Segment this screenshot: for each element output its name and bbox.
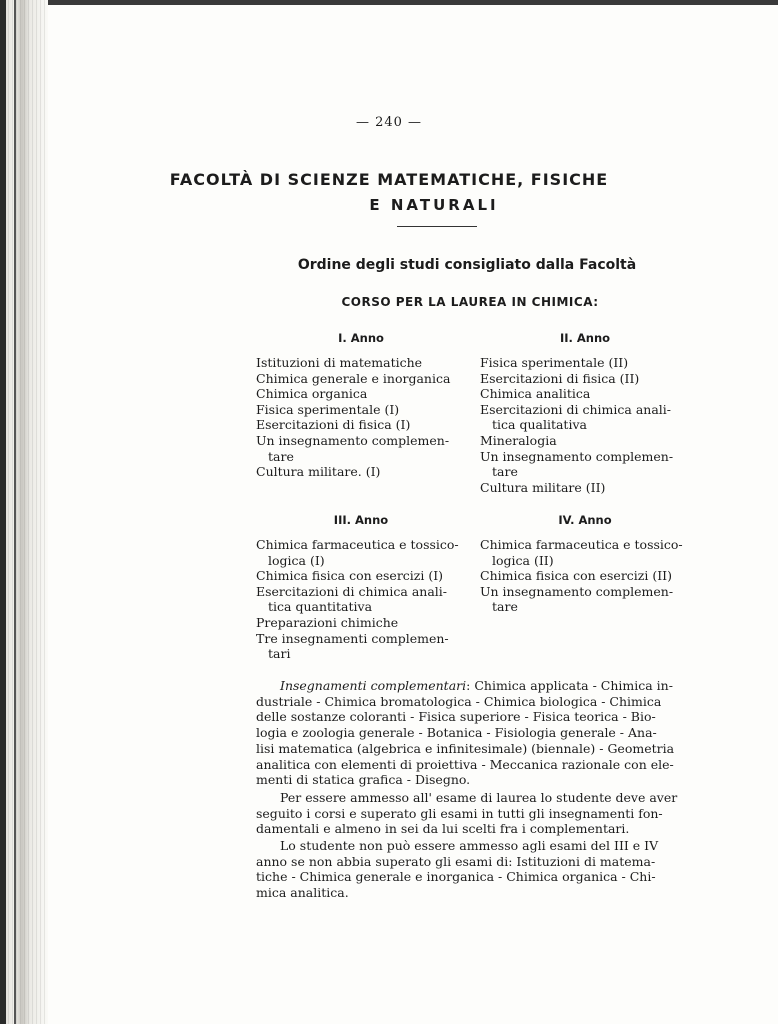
list-item-continuation: logica (II) <box>492 552 554 568</box>
spine-edge <box>0 0 6 1024</box>
paragraph-line: mica analitica. <box>256 885 349 901</box>
paragraph-line: analitica con elementi di proiettiva - Meccanica razionale con ele- <box>256 756 674 772</box>
list-item: Tre insegnamenti complemen- <box>256 630 449 646</box>
course-heading: CORSO PER LA LAUREA IN CHIMICA: <box>341 295 599 309</box>
list-item: Chimica farmaceutica e tossico- <box>480 537 683 552</box>
paragraph-line: seguito i corsi e superato gli esami in tutti gli insegnamenti fon- <box>256 805 663 821</box>
list-item: Esercitazioni di chimica anali- <box>256 583 447 599</box>
paragraph-line: lisi matematica (algebrica e infinitesimale) (biennale) - Geometria <box>256 740 675 756</box>
paragraph-line: logia e zoologia generale - Botanica - Fisiologia generale - Ana- <box>256 725 657 741</box>
list-item: Un insegnamento complemen- <box>256 432 450 448</box>
paragraph-text: : Chimica applicata - Chimica in- <box>466 678 673 693</box>
list-item: Chimica farmaceutica e tossico- <box>256 537 459 552</box>
list-item: Chimica organica <box>256 386 368 402</box>
list-item: Chimica generale e inorganica <box>256 370 451 386</box>
list-item: Istituzioni di matematiche <box>256 355 423 370</box>
degree-exam-paragraph <box>256 790 677 837</box>
complementary-paragraph <box>256 678 674 788</box>
year1-list <box>256 355 450 480</box>
paragraph-line: Per essere ammesso all' esame di laurea lo studente deve aver <box>280 790 678 805</box>
list-item: Preparazioni chimiche <box>256 614 399 630</box>
list-item-continuation: tica qualitativa <box>492 417 587 433</box>
list-item: Fisica sperimentale (II) <box>480 355 629 370</box>
year2-list <box>480 355 673 495</box>
list-item-continuation: tica quantitativa <box>268 599 373 615</box>
list-item: Esercitazioni di fisica (I) <box>256 417 411 433</box>
list-item: Cultura militare. (I) <box>256 464 381 480</box>
paragraph-line: damentali e almeno in sei da lui scelti fra i complementari. <box>256 821 630 837</box>
list-item: Cultura militare (II) <box>480 479 606 495</box>
faculty-title-line2: E NATURALI <box>369 196 499 214</box>
year1-heading: I. Anno <box>338 331 384 345</box>
paragraph-line: tiche - Chimica generale e inorganica - Chimica organica - Chi- <box>256 869 656 885</box>
title-rule <box>397 226 477 227</box>
complementary-label: Insegnamenti complementari <box>280 678 467 693</box>
year3-list <box>256 537 459 662</box>
admission-paragraph <box>256 838 658 901</box>
list-item: Esercitazioni di fisica (II) <box>480 370 640 386</box>
year2-heading: II. Anno <box>559 331 611 345</box>
list-item: Esercitazioni di chimica anali- <box>480 401 671 417</box>
study-order-subtitle: Ordine degli studi consigliato dalla Facoltà <box>297 257 637 273</box>
paragraph-line: delle sostanze coloranti - Fisica superiore - Fisica teorica - Bio- <box>256 709 656 725</box>
list-item-continuation: tari <box>268 646 291 662</box>
list-item-continuation: tare <box>492 599 518 615</box>
paragraph-line: anno se non abbia superato gli esami di: Istituzioni di matema- <box>256 853 656 869</box>
list-item-continuation: logica (I) <box>268 552 325 568</box>
year4-list <box>480 537 683 615</box>
spine-edge-line <box>14 0 16 1024</box>
list-item-continuation: tare <box>268 448 294 464</box>
top-edge <box>48 0 778 5</box>
year4-heading: IV. Anno <box>558 513 612 527</box>
faculty-title-line1: FACOLTÀ DI SCIENZE MATEMATICHE, FISICHE <box>169 170 609 189</box>
paragraph-line <box>256 678 674 694</box>
paragraph-line: menti di statica grafica - Disegno. <box>256 772 471 788</box>
list-item: Un insegnamento complemen- <box>480 448 674 464</box>
paragraph-line: Lo studente non può essere ammesso agli esami del III e IV <box>280 838 659 853</box>
list-item: Chimica fisica con esercizi (I) <box>256 568 444 584</box>
list-item: Fisica sperimentale (I) <box>256 401 400 417</box>
list-item: Chimica fisica con esercizi (II) <box>480 568 672 584</box>
list-item: Chimica analitica <box>480 386 591 402</box>
list-item-continuation: tare <box>492 464 518 480</box>
paragraph-line: dustriale - Chimica bromatologica - Chimica biologica - Chimica <box>256 693 662 709</box>
year3-heading: III. Anno <box>333 513 389 527</box>
page-number: — 240 — <box>355 115 423 130</box>
book-spine <box>0 0 48 1024</box>
list-item: Mineralogia <box>480 432 557 448</box>
list-item: Un insegnamento complemen- <box>480 583 674 599</box>
